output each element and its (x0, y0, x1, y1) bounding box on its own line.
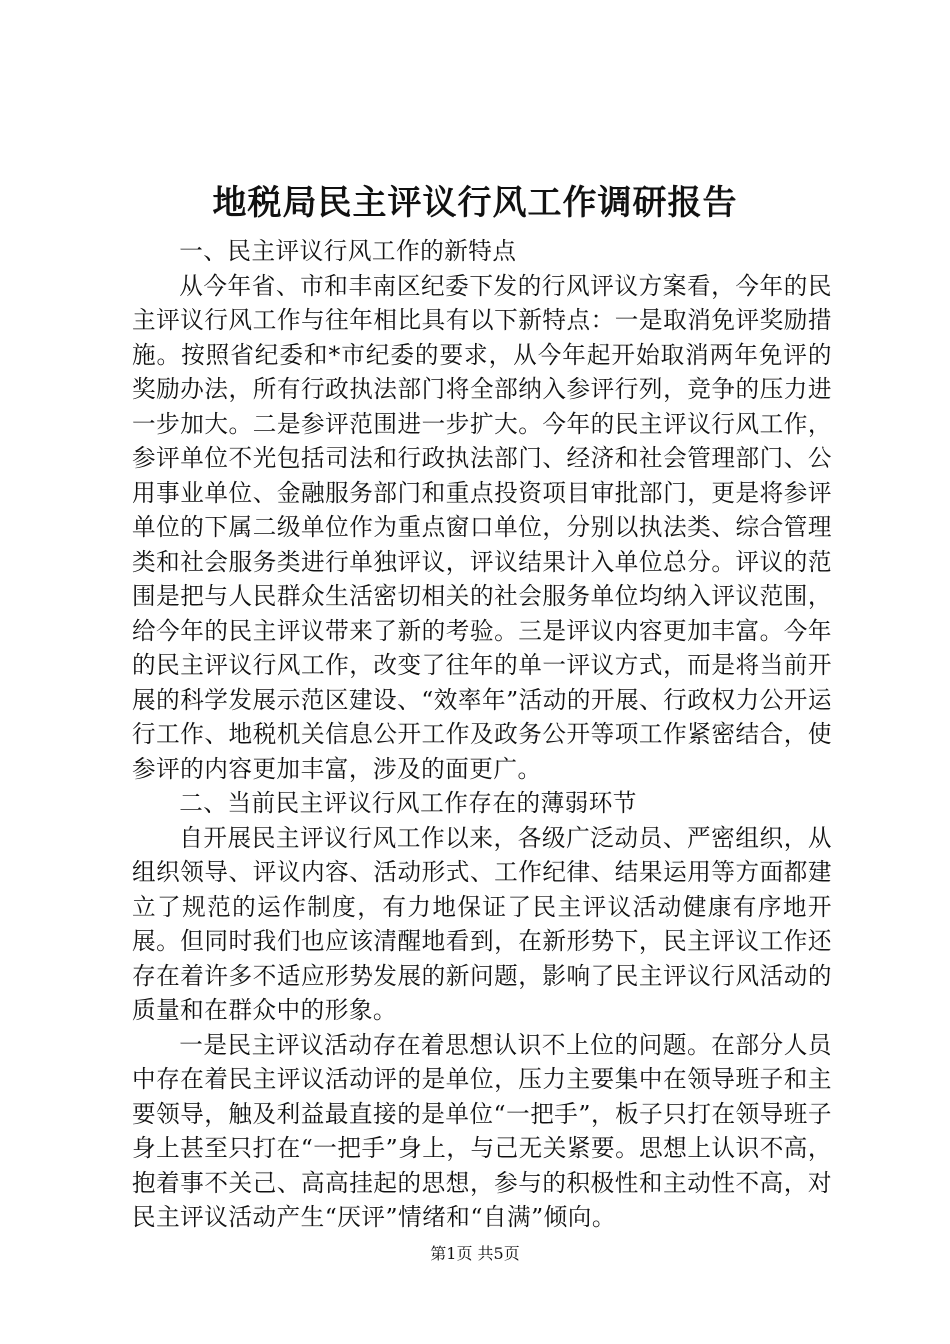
section-heading-2: 二、当前民主评议行风工作存在的薄弱环节 (179, 789, 637, 817)
page-footer: 第1页 共5页 (430, 1244, 520, 1263)
document-body (132, 234, 832, 1235)
section-heading-1: 一、民主评议行风工作的新特点 (179, 237, 517, 265)
paragraph-1: 从今年省、市和丰南区纪委下发的行风评议方案看，今年的民主评议行风工作与往年相比具有以下新特点：一是取消免评奖励措施。按照省纪委和*市纪委的要求，从今年起开始取消两年免评的奖励办法，所有行政执法部门将全部纳入参评行列，竞争的压力进一步加大。二是参评范围进一步扩大。今年的民主评议行风工作，参评单位不光包括司法和行政执法部门、经济和社会管理部门、公用事业单位、金融服务部门和重点投资项目审批部门，更是将参评单位的下属二级单位作为重点窗口单位，分别以执法类、综合管理类和社会服务类进行单独评议，评议结果计入单位总分。评议的范围是把与人民群众生活密切相关的社会服务单位均纳入评议范围，给今年的民主评议带来了新的考验。三是评议内容更加丰富。今年的民主评议行风工作，改变了往年的单一评议方式，而是将当前开展的科学发展示范区建设、“效率年”活动的开展、行政权力公开运行工作、地税机关信息公开工作及政务公开等项工作紧密结合，使参评的内容更加丰富，涉及的面更广。 (132, 271, 832, 783)
paragraph-2: 自开展民主评议行风工作以来，各级广泛动员、严密组织，从组织领导、评议内容、活动形式、工作纪律、结果运用等方面都建立了规范的运作制度，有力地保证了民主评议活动健康有序地开展。但同时我们也应该清醒地看到，在新形势下，民主评议工作还存在着许多不适应形势发展的新问题，影响了民主评议行风活动的质量和在群众中的形象。 (132, 823, 832, 1024)
document-title: 地税局民主评议行风工作调研报告 (212, 183, 738, 223)
paragraph-3: 一是民主评议活动存在着思想认识不上位的问题。在部分人员中存在着民主评议活动评的是单位，压力主要集中在领导班子和主要领导，触及利益最直接的是单位“一把手”，板子只打在领导班子身上甚至只打在“一把手”身上，与己无关紧要。思想上认识不高，抱着事不关己、高高挂起的思想，参与的积极性和主动性不高，对民主评议活动产生“厌评”情绪和“自满”倾向。 (132, 1030, 832, 1231)
